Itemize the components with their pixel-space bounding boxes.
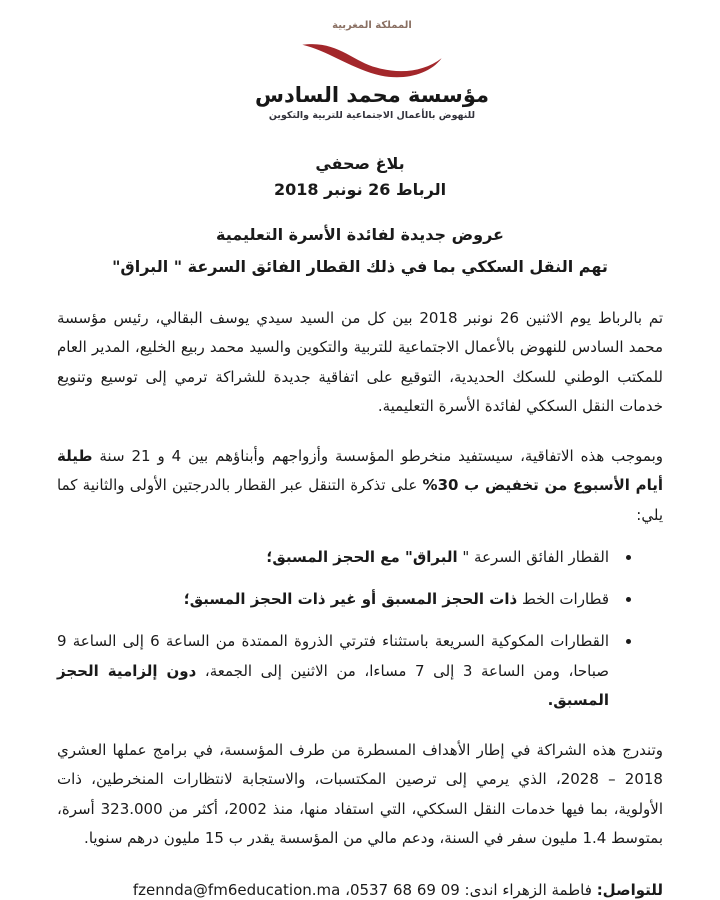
headline-line2: تهم النقل السككي بما في ذلك القطار الفائق السرعة " البراق" xyxy=(112,257,608,276)
foundation-logo xyxy=(12,0,720,121)
offers-list xyxy=(57,543,615,715)
intro-paragraph: تم بالرباط يوم الاثنين 26 نونبر 2018 بين كل من السيد سيدي يوسف البقالي، رئيس مؤسسة محمد السادس للنهوض بالأعمال الاجتماعية للتربية والتكوين والسيد محمد ربيع الخليع، المدير العام للمكتب الوطني للسكك الحديدية، التوقيع على اتفاقية جديدة للشراكة ترمي إلى توسيع وتنويع خدمات النقل السككي لفائدة الأسرة التعليمية. xyxy=(57,309,663,415)
headline xyxy=(57,219,663,283)
offer-item-text: القطارات المكوكية السريعة باستثناء فترتي الذروة الممتدة من الساعة 6 إلى الساعة 9 صباحا، ومن الساعة 3 إلى 7 مساءا، من الاثنين إلى الجمعة، xyxy=(57,632,609,680)
offer-item-shuttle-trains xyxy=(57,627,615,715)
dateline: الرباط 26 نونبر 2018 xyxy=(273,180,447,199)
discount-paragraph-bold: طيلة أيام الأسبوع من تخفيض ب 30% xyxy=(57,447,664,495)
contact-email: fzennda@fm6education.ma xyxy=(132,881,341,899)
logo-swoosh-icon xyxy=(297,40,447,82)
offer-item-bold: دون إلزامية الحجز المسبق. xyxy=(57,661,609,709)
offer-item-bold: ذات الحجز المسبق أو غير ذات الحجز المسبق؛ xyxy=(183,590,518,608)
offer-item-text: القطار الفائق السرعة " xyxy=(457,547,609,566)
press-release-body xyxy=(0,154,720,899)
headline-line1: عروض جديدة لفائدة الأسرة التعليمية xyxy=(216,225,504,244)
swoosh-shape xyxy=(302,44,441,77)
offer-item-bold: البراق" مع الحجز المسبق؛ xyxy=(266,547,458,566)
discount-paragraph-post: على تذكرة التنقل عبر القطار بالدرجتين الأولى والثانية كما يلي: xyxy=(57,476,663,524)
kingdom-label: المملكة المغربية xyxy=(332,20,412,31)
foundation-name: مؤسسة محمد السادس xyxy=(255,83,489,107)
discount-paragraph xyxy=(57,442,663,530)
discount-paragraph-pre: وبموجب هذه الاتفاقية، سيستفيد منخرطو المؤسسة وأزواجهم وأبناؤهم بين 4 و 21 سنة xyxy=(92,447,664,465)
offer-item-text: قطارات الخط xyxy=(517,590,609,608)
foundation-subtitle: للنهوض بالأعمال الاجتماعية للتربية والتكوين xyxy=(268,110,476,121)
contact-name-phone: فاطمة الزهراء اندى: 09 69 68 0537، xyxy=(340,881,597,899)
offer-item-alboraq xyxy=(57,543,615,572)
offer-item-line-trains xyxy=(57,585,615,614)
contact-label: للتواصل: xyxy=(596,881,663,899)
closing-paragraph: وتندرج هذه الشراكة في إطار الأهداف المسطرة من طرف المؤسسة، في برامج عملها العشري 2018 – 2028، الذي يرمي إلى ترصين المكتسبات، والاستجابة لانتظارات المنخرطين، ذات الأولوية، بما فيها خدمات النقل السككي، التي استفاد منها، منذ 2002، أكثر من 323.000 أسرة، بمتوسط 1.4 مليون سفر في السنة، ودعم مالي من المؤسسة يقدر ب 15 مليون درهم سنويا. xyxy=(57,741,663,847)
contact-line xyxy=(57,881,663,899)
press-release-label: بلاغ صحفي xyxy=(315,154,405,173)
